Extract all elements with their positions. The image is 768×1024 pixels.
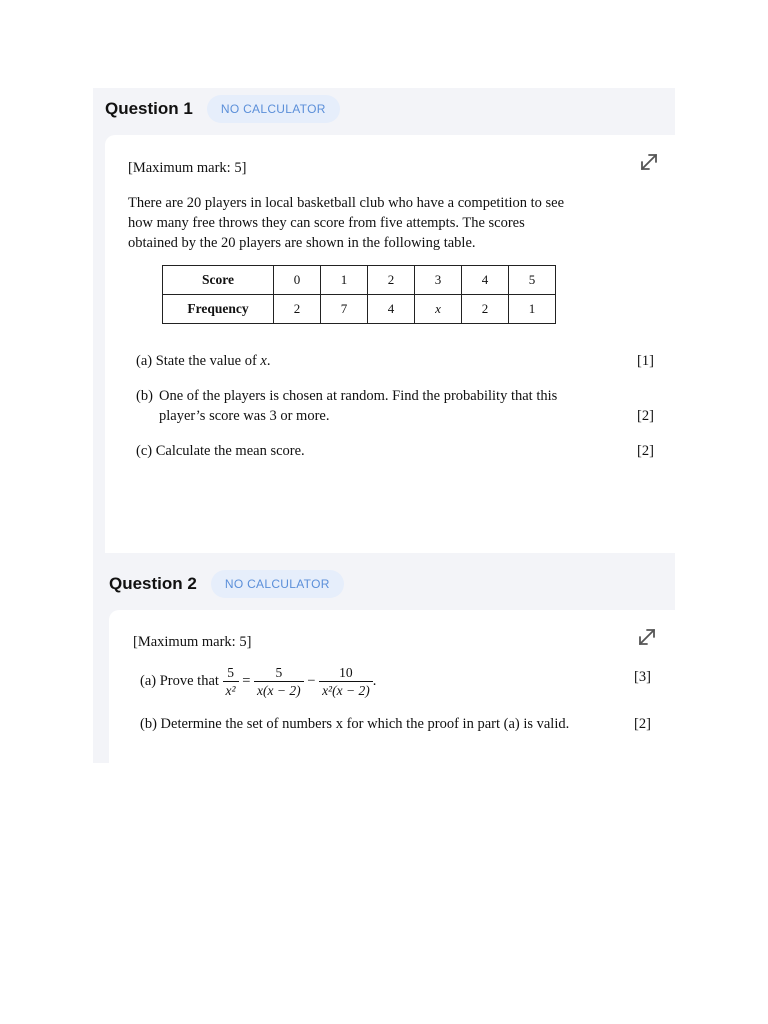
question-1-intro-line-1: There are 20 players in local basketball club who have a competition to see	[128, 195, 565, 211]
table-cell: 1	[321, 266, 368, 295]
fraction-3-numerator: 10	[319, 664, 373, 682]
q2-part-a-mark: [3]	[634, 669, 651, 685]
part-b-mark: [2]	[637, 408, 654, 424]
fraction-1-denominator: x²	[225, 683, 236, 699]
q2-part-a-end: .	[372, 673, 377, 689]
fraction-2-numerator: 5	[254, 664, 304, 682]
table-row-score	[163, 266, 556, 295]
question-1-title: Question 1	[105, 99, 193, 118]
part-a-end: .	[266, 353, 271, 369]
part-b-label: (b)	[136, 388, 153, 404]
equals-sign: =	[242, 673, 251, 689]
part-c-label: (c)	[136, 443, 153, 459]
frequency-table	[162, 265, 556, 324]
part-a-label: (a)	[136, 353, 153, 369]
question-1-badge: NO CALCULATOR	[207, 95, 340, 123]
table-cell: 2	[462, 295, 509, 324]
table-cell: 3	[415, 266, 462, 295]
question-1-max-mark: [Maximum mark: 5]	[128, 160, 247, 176]
question-1-intro-line-2: how many free throws they can score from five attempts. The scores	[128, 215, 525, 231]
fraction-3	[319, 664, 373, 699]
table-row-frequency	[163, 295, 556, 324]
expand-icon[interactable]	[636, 626, 658, 648]
table-header-frequency: Frequency	[163, 295, 274, 324]
q2-part-b-text: Determine the set of numbers x for which the proof in part (a) is valid.	[160, 716, 570, 732]
table-cell: 2	[368, 266, 415, 295]
table-cell: x	[415, 295, 462, 324]
fraction-3-denominator: x²(x − 2)	[322, 683, 370, 699]
table-cell: 7	[321, 295, 368, 324]
part-c-mark: [2]	[637, 443, 654, 459]
table-cell: 4	[462, 266, 509, 295]
part-c-text: Calculate the mean score.	[155, 443, 305, 459]
q2-part-b-mark: [2]	[634, 716, 651, 732]
question-1-intro-line-3: obtained by the 20 players are shown in the following table.	[128, 235, 476, 251]
fraction-1	[223, 664, 239, 699]
question-1-header	[105, 95, 340, 123]
part-a	[136, 351, 270, 371]
minus-sign: −	[307, 673, 316, 689]
table-cell: 5	[509, 266, 556, 295]
table-cell: 2	[274, 295, 321, 324]
question-2-title: Question 2	[109, 574, 197, 593]
q2-part-a	[140, 661, 376, 701]
fraction-2-denominator: x(x − 2)	[257, 683, 301, 699]
part-a-var: x	[260, 353, 267, 369]
question-2-max-mark: [Maximum mark: 5]	[133, 634, 252, 650]
fraction-1-numerator: 5	[223, 664, 239, 682]
part-a-mark: [1]	[637, 353, 654, 369]
table-cell: 0	[274, 266, 321, 295]
q2-part-a-text: Prove that	[159, 673, 219, 689]
fraction-2	[254, 664, 304, 699]
part-b-line-1: One of the players is chosen at random. Find the probability that this	[159, 388, 558, 404]
table-header-score: Score	[163, 266, 274, 295]
q2-part-b	[140, 714, 569, 734]
q2-part-b-label: (b)	[140, 716, 157, 732]
question-2-header	[109, 570, 344, 598]
part-a-text: State the value of	[155, 353, 261, 369]
q2-part-a-label: (a)	[140, 673, 157, 689]
question-2-badge: NO CALCULATOR	[211, 570, 344, 598]
expand-icon[interactable]	[638, 151, 660, 173]
part-b-line-2: player’s score was 3 or more.	[159, 408, 330, 424]
part-c	[136, 441, 305, 461]
table-cell: 4	[368, 295, 415, 324]
table-cell: 1	[509, 295, 556, 324]
